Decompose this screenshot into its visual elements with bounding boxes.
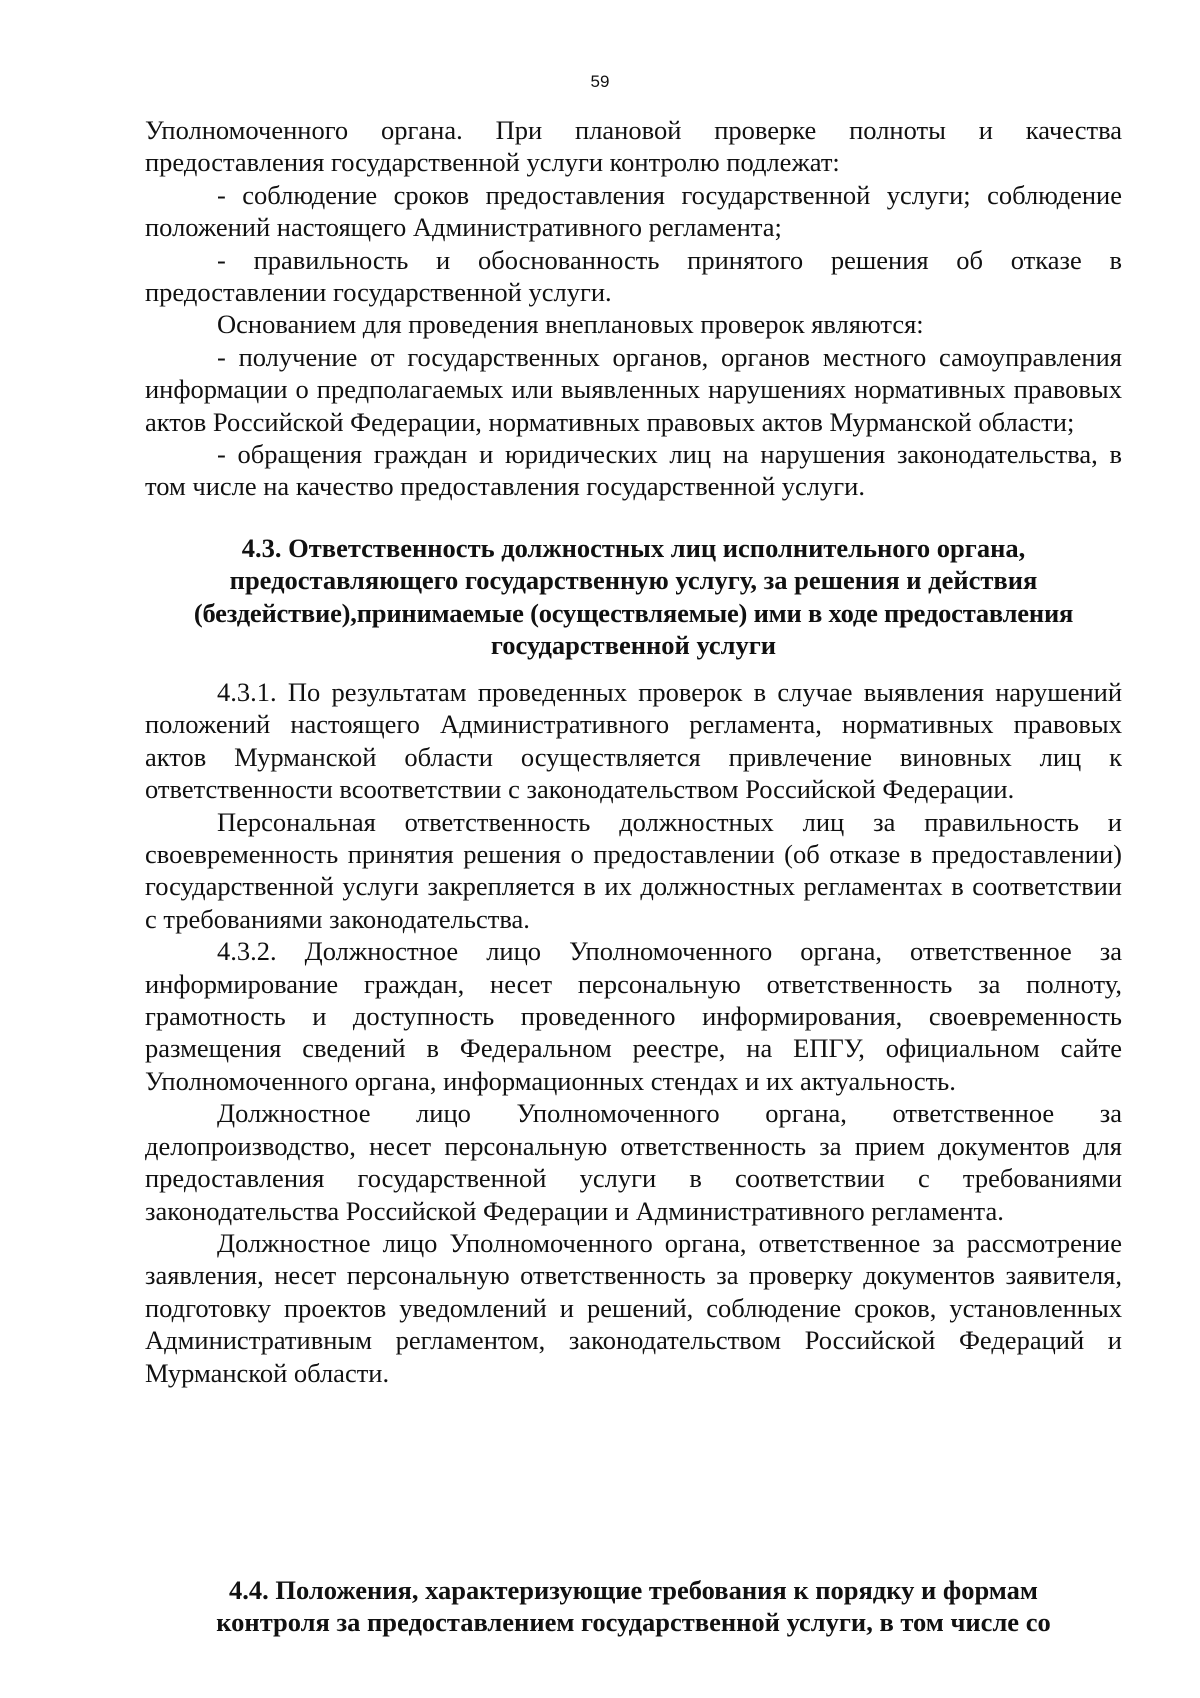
- heading-line: предоставляющего государственную услугу, за решения и действия: [229, 565, 1038, 596]
- paragraph: Основанием для проведения внеплановых проверок являются:: [217, 309, 924, 340]
- paragraph: Уполномоченного органа. При плановой проверке полноты и качества предоставления государственной услуги контролю подлежат:: [145, 115, 1122, 178]
- paragraph: Персональная ответственность должностных лиц за правильность и своевременность принятия решения о предоставлении (об отказе в предоставлении) государственной услуги закрепляется в их должностных регламентах в соответствии с требованиями законодательства.: [145, 806, 1122, 934]
- section-4-3-body: [145, 676, 1122, 1389]
- list-item: - получение от государственных органов, органов местного самоуправления информации о предполагаемых или выявленных нарушениях нормативных правовых актов Российской Федерации, нормативных правовых актов Мурманской области;: [145, 341, 1122, 437]
- heading-line: 4.3. Ответственность должностных лиц исполнительного органа,: [241, 533, 1026, 563]
- paragraph: Должностное лицо Уполномоченного органа, ответственное за рассмотрение заявления, несет персональную ответственность за проверку документов заявителя, подготовку проектов уведомлений и решений, соблюдение сроков, установленных Административным регламентом, законодательством Российской Федераций и Мурманской области.: [145, 1227, 1122, 1388]
- section-4-2-continuation: [145, 114, 1122, 503]
- page-number: 59: [590, 72, 610, 91]
- paragraph: 4.3.2. Должностное лицо Уполномоченного органа, ответственное за информирование граждан, несет персональную ответственность за полноту, грамотность и доступность проведенного информирования, своевременность размещения сведений в Федеральном реестре, на ЕПГУ, официальном сайте Уполномоченного органа, информационных стендах и их актуальность.: [145, 936, 1122, 1096]
- heading-line: государственной услуги: [490, 630, 777, 661]
- heading-line: (бездействие),принимаемые (осуществляемые) ими в ходе предоставления: [193, 597, 1074, 628]
- heading-line: 4.4. Положения, характеризующие требования к порядку и формам: [229, 1575, 1038, 1605]
- section-heading-4-4: [145, 1574, 1122, 1639]
- section-heading-4-3: [145, 532, 1122, 662]
- list-item: - обращения граждан и юридических лиц на нарушения законодательства, в том числе на качество предоставления государственной услуги.: [145, 439, 1122, 502]
- list-item: - соблюдение сроков предоставления государственной услуги; соблюдение положений настоящего Административного регламента;: [145, 179, 1122, 243]
- paragraph: Должностное лицо Уполномоченного органа, ответственное за делопроизводство, несет персональную ответственность за прием документов для предоставления государственной услуги в соответствии с требованиями законодательства Российской Федерации и Административного регламента.: [145, 1098, 1122, 1226]
- list-item: - правильность и обоснованность принятого решения об отказе в предоставлении государственной услуги.: [145, 244, 1122, 308]
- heading-line: контроля за предоставлением государственной услуги, в том числе со: [216, 1607, 1051, 1638]
- paragraph: 4.3.1. По результатам проведенных проверок в случае выявления нарушений положений настоящего Административного регламента, нормативных правовых актов Мурманской области осуществляется привлечение виновных лиц к ответственности всоответствии с законодательством Российской Федерации.: [145, 677, 1122, 805]
